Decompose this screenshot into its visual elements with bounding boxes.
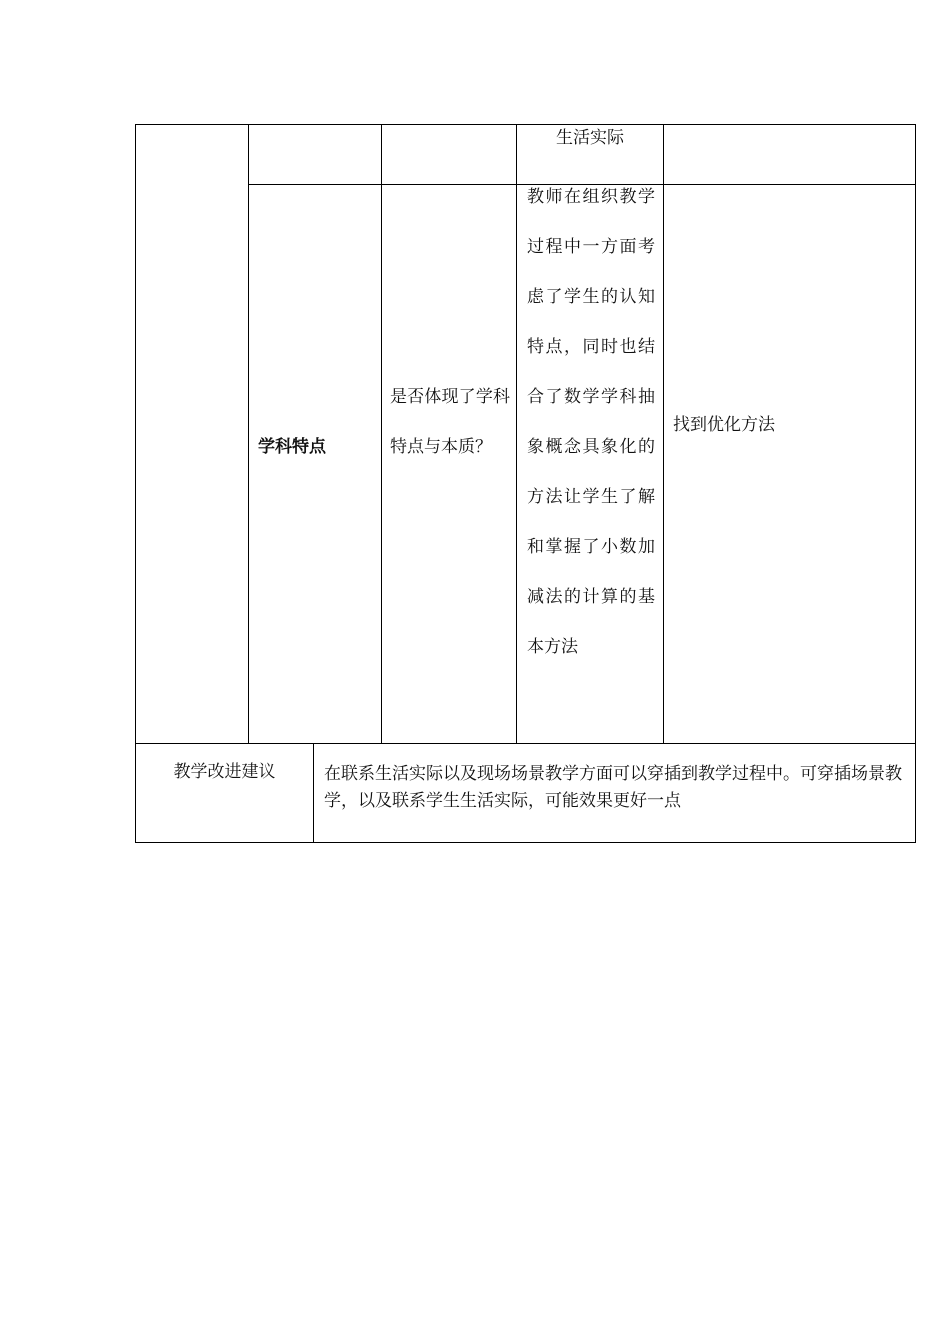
row1-evaluation-text: 生活实际 xyxy=(556,128,624,148)
col4-divider xyxy=(663,124,664,744)
table-top-border xyxy=(135,124,916,125)
table-bottom-border xyxy=(135,842,916,843)
row2-bottom-border xyxy=(135,743,916,744)
improvement-divider xyxy=(313,743,314,843)
improvement-content: 在联系生活实际以及现场场景教学方面可以穿插到教学过程中。可穿插场景教学，以及联系学生生活实际，可能效果更好一点 xyxy=(324,764,902,811)
question-text: 是否体现了学科特点与本质？ xyxy=(390,387,510,457)
table-left-border xyxy=(135,124,136,843)
col2-divider xyxy=(381,124,382,744)
aspect-label: 学科特点 xyxy=(258,437,326,457)
table-right-border xyxy=(915,124,916,843)
col3-divider xyxy=(516,124,517,744)
improvement-label: 教学改进建议 xyxy=(173,762,276,782)
col1-divider xyxy=(248,124,249,744)
evaluation-text: 教师在组织教学过程中一方面考虑了学生的认知特点，同时也结合了数学学科抽象概念具象化的方法让学生了解和掌握了小数加减法的计算的基本方法 xyxy=(527,187,655,657)
suggestion-text: 找到优化方法 xyxy=(673,415,775,435)
